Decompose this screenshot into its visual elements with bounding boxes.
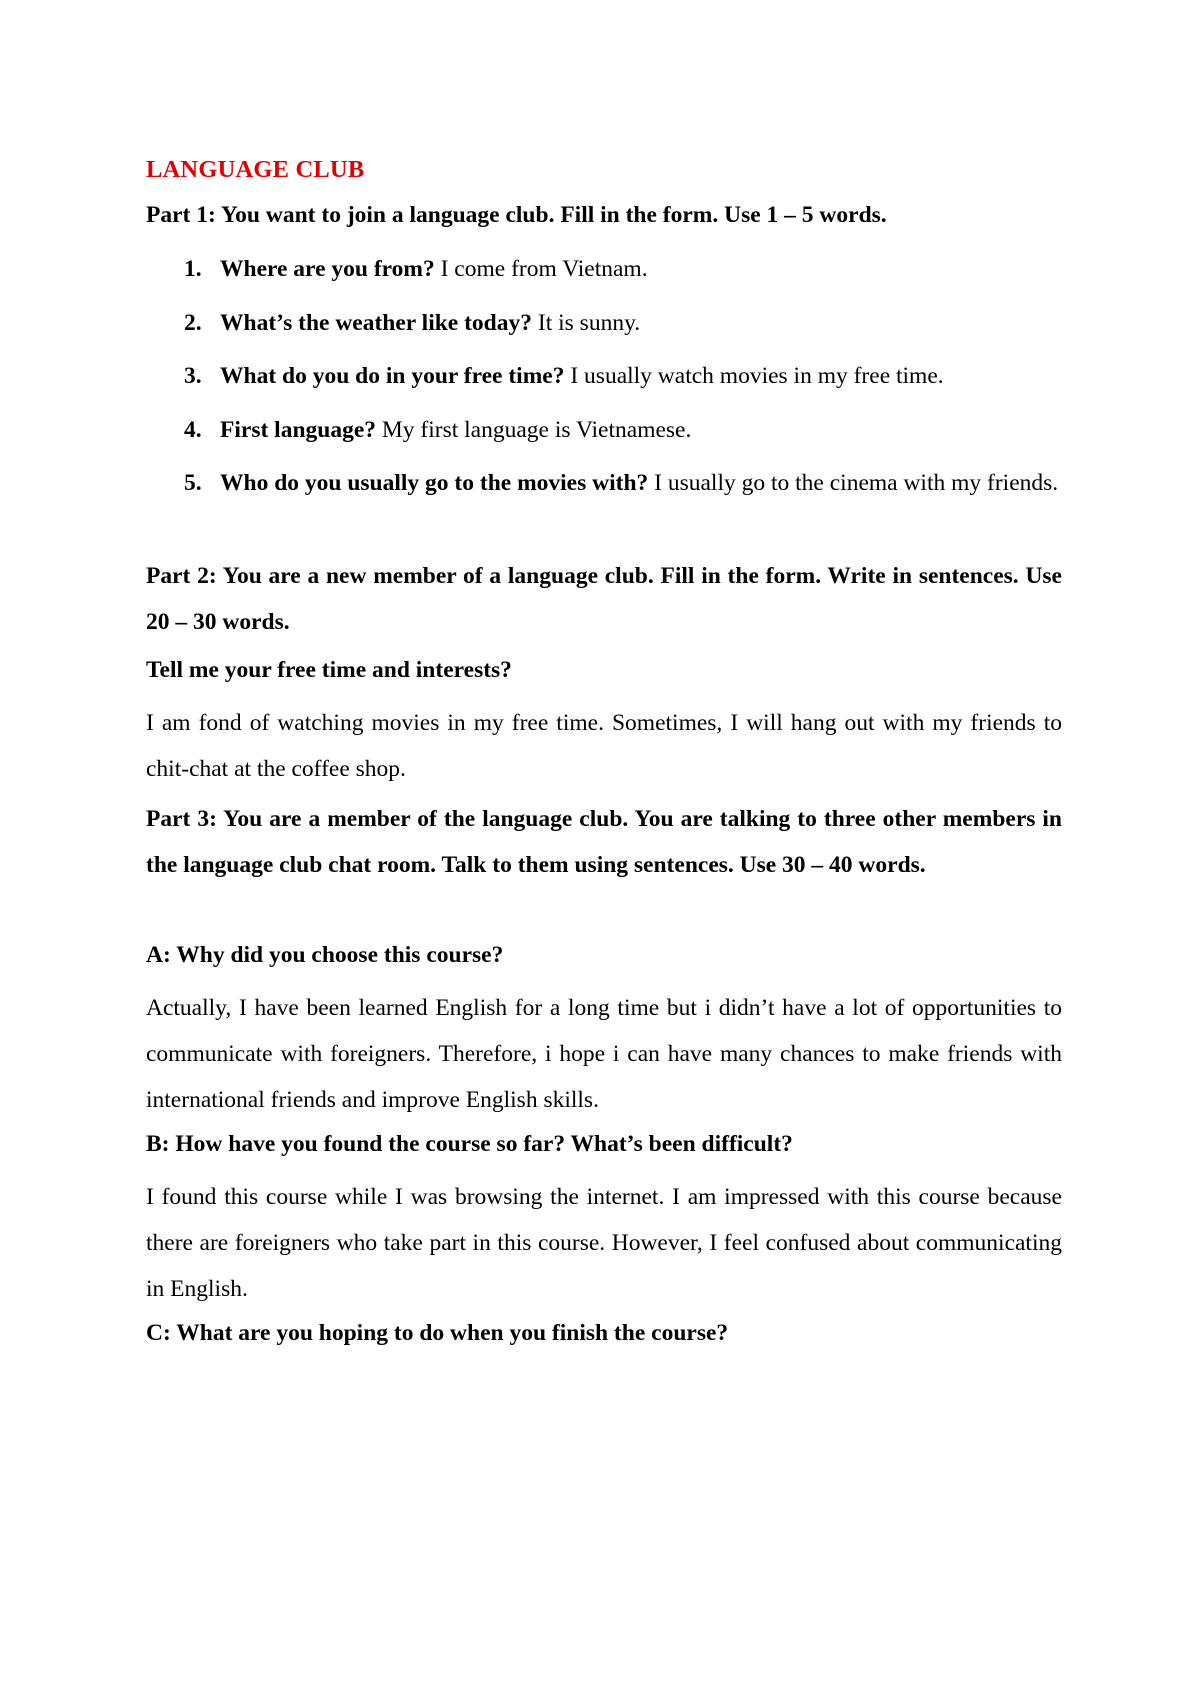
list-item-question: What’s the weather like today? bbox=[220, 310, 533, 336]
part2-answer: I am fond of watching movies in my free time. Sometimes, I will hang out with my friends to chit-chat at the coffee shop. bbox=[146, 710, 1062, 782]
list-item-number: 1. bbox=[184, 256, 202, 282]
part2-instruction: Part 2: You are a new member of a language club. Fill in the form. Write in sentences. Use 20 – 30 words. bbox=[146, 563, 1062, 635]
part3-question-b: B: How have you found the course so far? What’s been difficult? bbox=[146, 1131, 793, 1157]
document-page bbox=[146, 0, 1062, 1698]
part3-answer-a: Actually, I have been learned English for a long time but i didn’t have a lot of opportunities to communicate with foreigners. Therefore, i hope i can have many chances to make friends with international friends and improve English skills. bbox=[146, 995, 1062, 1113]
part3-question-a: A: Why did you choose this course? bbox=[146, 942, 504, 968]
list-item-number: 4. bbox=[184, 417, 202, 443]
list-item-answer: I usually watch movies in my free time. bbox=[564, 363, 944, 389]
list-item-answer: My first language is Vietnamese. bbox=[376, 417, 692, 443]
list-item-question: First language? bbox=[220, 417, 377, 443]
part3-question-c: C: What are you hoping to do when you finish the course? bbox=[146, 1320, 729, 1346]
part3-answer-b: I found this course while I was browsing the internet. I am impressed with this course because there are foreigners who take part in this course. However, I feel confused about communicating in English. bbox=[146, 1184, 1062, 1302]
part2-question: Tell me your free time and interests? bbox=[146, 657, 512, 683]
list-item bbox=[184, 300, 1062, 346]
list-item-answer: It is sunny. bbox=[532, 310, 641, 336]
list-item-question: Where are you from? bbox=[220, 256, 435, 282]
list-item-answer: I come from Vietnam. bbox=[434, 256, 648, 282]
list-item bbox=[184, 246, 1062, 292]
list-item-question: What do you do in your free time? bbox=[220, 363, 565, 389]
list-item bbox=[184, 407, 1062, 453]
part3-instruction: Part 3: You are a member of the language club. You are talking to three other members in the language club chat room. Talk to them using sentences. Use 30 – 40 words. bbox=[146, 806, 1062, 878]
list-item bbox=[184, 460, 1062, 506]
list-item-question: Who do you usually go to the movies with? bbox=[220, 470, 649, 496]
list-item-number: 2. bbox=[184, 310, 202, 336]
list-item bbox=[184, 353, 1062, 399]
list-item-number: 5. bbox=[184, 470, 202, 496]
list-item-number: 3. bbox=[184, 363, 202, 389]
document-title: LANGUAGE CLUB bbox=[146, 156, 365, 183]
list-item-answer: I usually go to the cinema with my friends. bbox=[648, 470, 1059, 496]
part1-instruction: Part 1: You want to join a language club. Fill in the form. Use 1 – 5 words. bbox=[146, 202, 887, 228]
